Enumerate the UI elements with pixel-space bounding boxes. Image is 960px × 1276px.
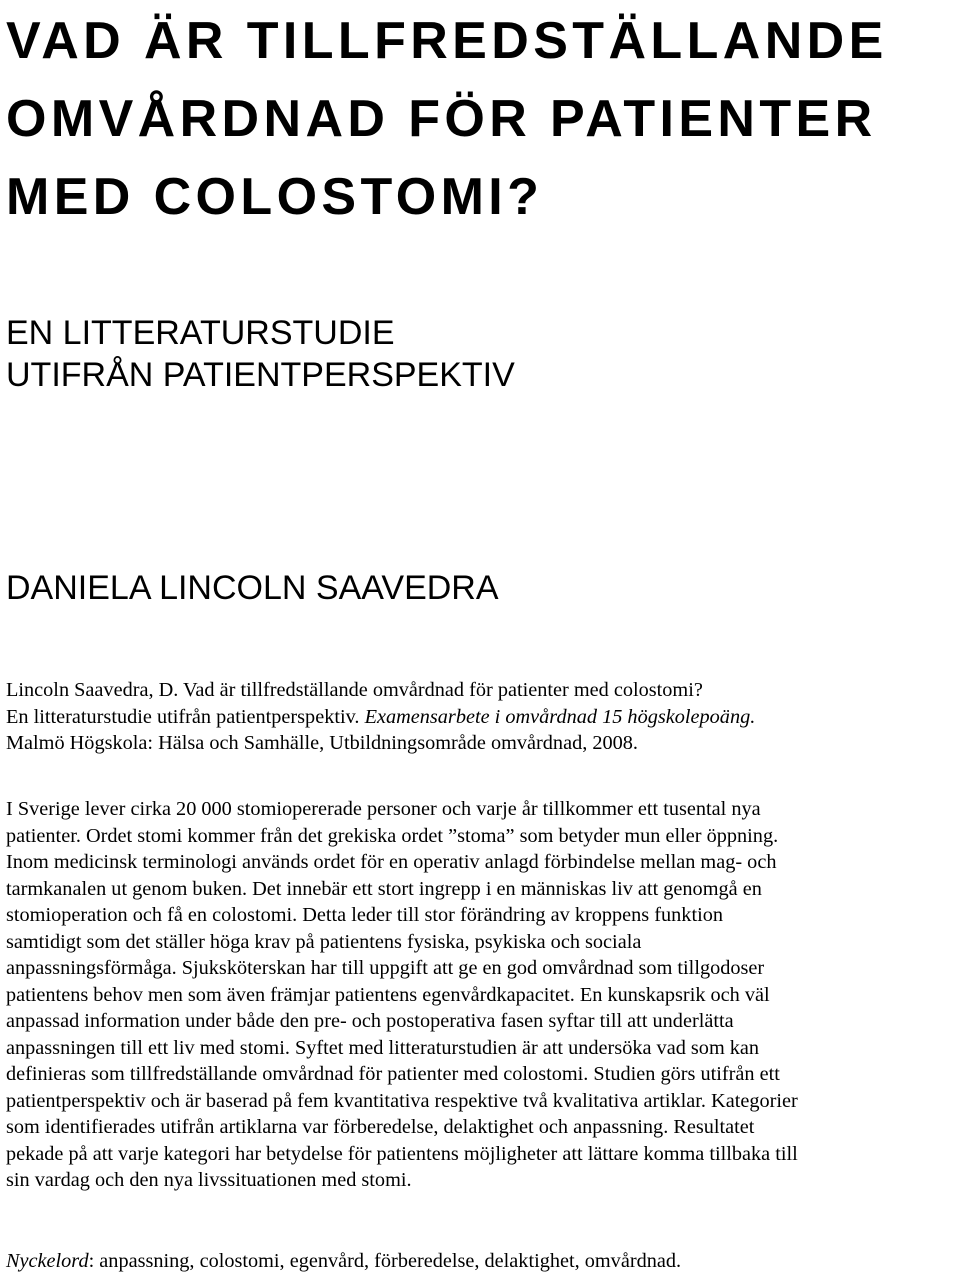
title-line-3: MED COLOSTOMI? <box>6 168 544 226</box>
citation <box>6 677 956 757</box>
keywords-label: Nyckelord <box>6 1250 89 1272</box>
subtitle-line-2: UTIFRÅN PATIENTPERSPEKTIV <box>6 356 515 394</box>
abstract-line: sin vardag och den nya livssituationen med stomi. <box>6 1169 412 1191</box>
abstract-line: pekade på att varje kategori har betydelse för patientens möjligheter att lättare komma tillbaka till <box>6 1142 798 1165</box>
title-line-2: OMVÅRDNAD FÖR PATIENTER <box>6 90 877 148</box>
citation-line-2 <box>6 704 956 731</box>
abstract-line: patientperspektiv och är baserad på fem kvantitativa respektive två kvalitativa artiklar. Kategorier <box>6 1089 798 1112</box>
abstract-line: I Sverige lever cirka 20 000 stomiopererade personer och varje år tillkommer ett tusental nya <box>6 798 761 820</box>
citation-line-2-italic: Examensarbete i omvårdnad 15 högskolepoäng. <box>364 705 756 728</box>
abstract-line: samtidigt som det ställer höga krav på patientens fysiska, psykiska och sociala <box>6 930 642 953</box>
abstract-line: anpassad information under både den pre- och postoperativa fasen syftar till att underlätta <box>6 1010 734 1032</box>
abstract-line: definieras som tillfredställande omvårdnad för patienter med colostomi. Studien görs utifrån ett <box>6 1063 780 1085</box>
citation-line-1: Lincoln Saavedra, D. Vad är tillfredställande omvårdnad för patienter med colostomi? <box>6 679 703 701</box>
citation-line-2-plain: En litteraturstudie utifrån patientperspektiv. <box>6 705 365 728</box>
abstract-line: patientens behov men som även främjar patientens egenvårdkapacitet. En kunskapsrik och väl <box>6 983 770 1006</box>
abstract-line: stomioperation och få en colostomi. Detta leder till stor förändring av kroppens funktion <box>6 904 723 926</box>
subtitle-line-1: EN LITTERATURSTUDIE <box>6 314 395 352</box>
author-name: DANIELA LINCOLN SAAVEDRA <box>6 569 499 607</box>
citation-line-3: Malmö Högskola: Hälsa och Samhälle, Utbildningsområde omvårdnad, 2008. <box>6 732 638 754</box>
title-line-1: VAD ÄR TILLFREDSTÄLLANDE <box>6 12 888 70</box>
abstract-line: tarmkanalen ut genom buken. Det innebär ett stort ingrepp i en människas liv att genomgå en <box>6 877 762 900</box>
abstract-line: patienter. Ordet stomi kommer från det grekiska ordet ”stoma” som betyder mun eller öppning. <box>6 824 779 847</box>
abstract <box>6 796 956 1194</box>
abstract-line: anpassningsförmåga. Sjuksköterskan har till uppgift att ge en god omvårdnad som tillgodoser <box>6 957 765 979</box>
keywords <box>6 1248 956 1275</box>
abstract-line: anpassningen till ett liv med stomi. Syftet med litteraturstudien är att undersöka vad som kan <box>6 1036 760 1059</box>
abstract-line: Inom medicinsk terminologi används ordet för en operativ anlagd förbindelse mellan mag- och <box>6 851 777 873</box>
keywords-text: : anpassning, colostomi, egenvård, förberedelse, delaktighet, omvårdnad. <box>88 1250 682 1272</box>
document-subtitle <box>6 312 515 396</box>
document-title <box>6 2 956 236</box>
abstract-line: som identifierades utifrån artiklarna var förberedelse, delaktighet och anpassning. Resultatet <box>6 1116 755 1138</box>
